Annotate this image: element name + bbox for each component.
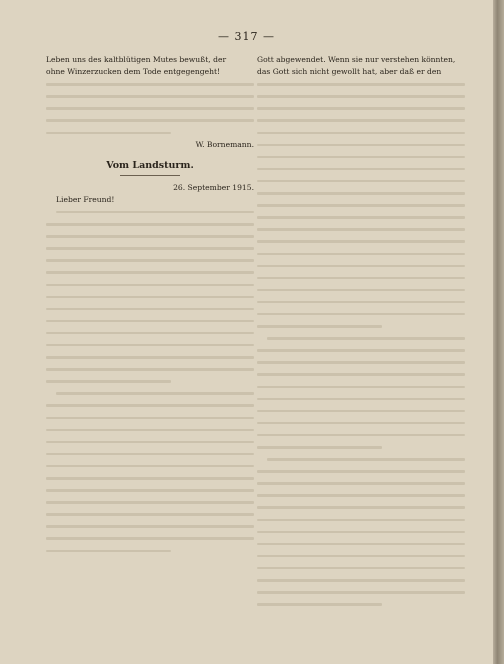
unread-line	[257, 187, 465, 199]
unread-line	[257, 199, 465, 211]
unread-line	[46, 291, 254, 303]
unread-line	[257, 78, 465, 90]
unread-line	[46, 230, 254, 242]
unread-line	[257, 417, 465, 429]
text-line: Gott abgewendet. Wenn sie nur verstehen könnten,	[257, 55, 456, 64]
unread-line	[46, 412, 254, 424]
unread-line	[257, 356, 465, 368]
unread-line	[46, 520, 254, 532]
unread-line	[46, 127, 254, 139]
unread-line	[46, 303, 254, 315]
unread-line	[257, 381, 465, 393]
unread-line	[257, 272, 465, 284]
unread-line	[46, 472, 254, 484]
unread-line	[257, 296, 465, 308]
letter-date: 26. September 1915.	[173, 182, 254, 192]
text-line: Leben uns des kaltblütigen Mutes bewußt, der	[46, 55, 227, 64]
unread-line	[46, 375, 254, 387]
unread-line	[46, 102, 254, 114]
unread-line	[257, 332, 465, 344]
unread-line	[46, 218, 254, 230]
unread-line	[257, 175, 465, 187]
unread-line	[257, 368, 465, 380]
unread-line	[46, 327, 254, 339]
unread-line	[257, 538, 465, 550]
unread-line	[257, 235, 465, 247]
section-heading: Vom Landsturm.	[106, 159, 194, 171]
unread-line	[46, 448, 254, 460]
unread-line	[46, 508, 254, 520]
unread-line	[257, 405, 465, 417]
unread-line	[46, 339, 254, 351]
unread-line	[257, 90, 465, 102]
unread-line	[257, 598, 465, 610]
unread-line	[257, 465, 465, 477]
unread-line	[257, 127, 465, 139]
unread-line	[46, 351, 254, 363]
unread-line	[257, 284, 465, 296]
unread-line	[46, 114, 254, 126]
unread-line	[257, 308, 465, 320]
unread-line	[46, 460, 254, 472]
left-column	[46, 54, 254, 557]
unread-line	[46, 436, 254, 448]
text-line: das Gott sich nicht gewollt hat, aber daß er den	[257, 67, 442, 77]
unread-line	[46, 484, 254, 496]
unread-line	[46, 279, 254, 291]
unread-line	[46, 254, 254, 266]
letter-salutation: Lieber Freund!	[56, 194, 115, 204]
unread-line	[46, 242, 254, 254]
unread-line	[257, 102, 465, 114]
unread-line	[46, 206, 254, 218]
unread-line	[46, 496, 254, 508]
unread-line	[257, 477, 465, 489]
unread-line	[46, 399, 254, 411]
unread-line	[257, 489, 465, 501]
unread-line	[257, 223, 465, 235]
unread-line	[257, 514, 465, 526]
unread-line	[46, 532, 254, 544]
book-page-edge	[493, 0, 504, 664]
unread-line	[257, 320, 465, 332]
unread-line	[46, 545, 254, 557]
unread-line	[257, 114, 465, 126]
unread-line	[257, 441, 465, 453]
unread-line	[257, 139, 465, 151]
unread-line	[257, 429, 465, 441]
right-column	[257, 54, 465, 610]
unread-line	[257, 586, 465, 598]
unread-line	[46, 78, 254, 90]
unread-line	[257, 574, 465, 586]
unread-line	[257, 562, 465, 574]
signature: W. Bornemann.	[195, 139, 254, 149]
heading-rule	[120, 175, 180, 176]
unread-line	[46, 315, 254, 327]
unread-line	[257, 453, 465, 465]
unread-line	[257, 211, 465, 223]
unread-line	[257, 501, 465, 513]
unread-line	[46, 266, 254, 278]
unread-line	[46, 424, 254, 436]
unread-line	[257, 550, 465, 562]
text-line: ohne Winzerzucken dem Tode entgegengeht!	[46, 67, 221, 77]
unread-line	[46, 90, 254, 102]
unread-line	[257, 526, 465, 538]
unread-line	[257, 151, 465, 163]
unread-line	[257, 344, 465, 356]
unread-line	[46, 363, 254, 375]
page-number: — 317 —	[218, 30, 275, 43]
unread-line	[257, 260, 465, 272]
unread-line	[257, 163, 465, 175]
unread-line	[257, 248, 465, 260]
unread-line	[46, 387, 254, 399]
unread-line	[257, 393, 465, 405]
